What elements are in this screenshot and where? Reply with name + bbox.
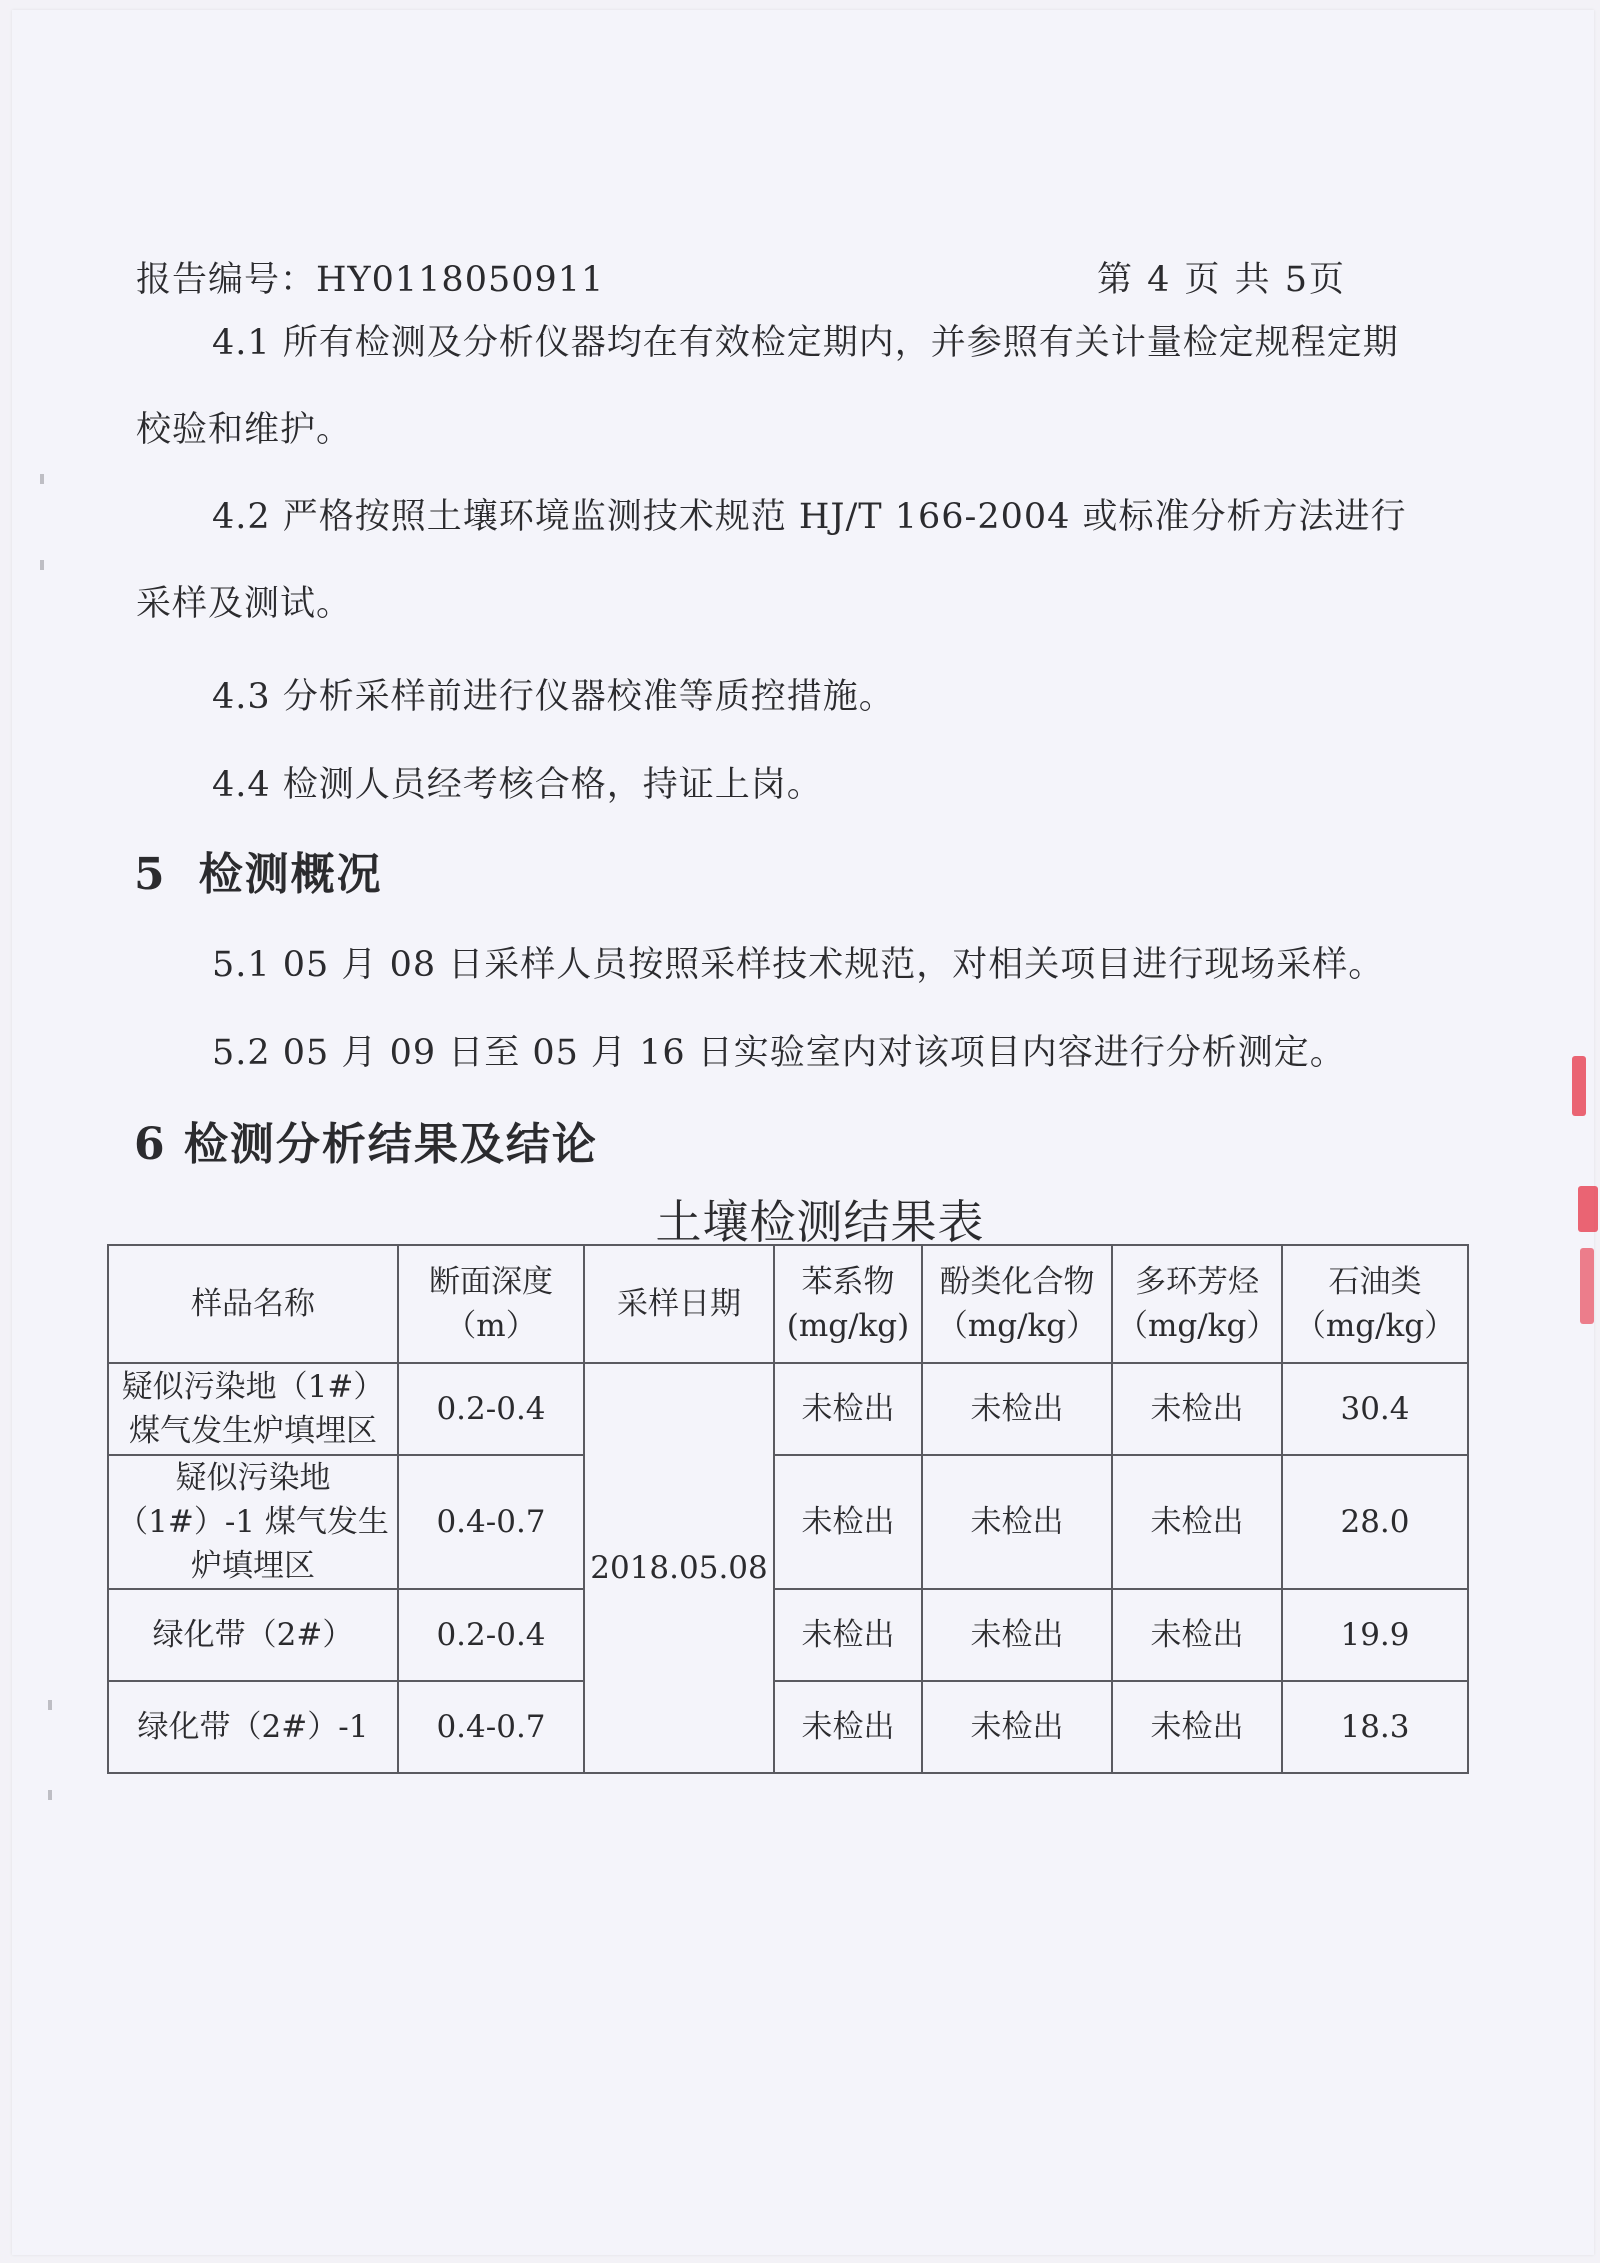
table-row — [108, 1455, 1468, 1589]
header-depth-label: 断面深度 — [429, 1264, 553, 1300]
cell-pah: 未检出 — [1112, 1455, 1282, 1589]
paragraph-4-2-line-1: 4.2 严格按照土壤环境监测技术规范 HJ/T 166-2004 或标准分析方法进行 — [212, 497, 1407, 537]
table-row — [108, 1589, 1468, 1681]
table-header-row — [108, 1245, 1468, 1363]
header-benzene-unit: (mg/kg) — [786, 1308, 910, 1344]
header-depth — [398, 1245, 584, 1363]
cell-oil: 28.0 — [1282, 1455, 1468, 1589]
header-pah — [1112, 1245, 1282, 1363]
paragraph-5-1 — [136, 922, 1446, 1009]
header-oil-label: 石油类 — [1328, 1264, 1422, 1300]
cell-phenol: 未检出 — [922, 1589, 1112, 1681]
page-indicator: 第 4 页 共 5页 — [1096, 260, 1346, 300]
cell-benzene: 未检出 — [774, 1363, 922, 1455]
cell-phenol: 未检出 — [922, 1455, 1112, 1589]
stamp-fragment — [1578, 1186, 1598, 1232]
soil-result-table — [107, 1244, 1469, 1774]
cell-depth: 0.4-0.7 — [398, 1455, 584, 1589]
cell-depth: 0.4-0.7 — [398, 1681, 584, 1773]
table-title: 土壤检测结果表 — [655, 1195, 985, 1249]
paragraph-4-1-line-1: 4.1 所有检测及分析仪器均在有效检定期内，并参照有关计量检定规程定期 — [212, 323, 1399, 363]
table-row — [108, 1681, 1468, 1773]
header-pah-label: 多环芳烃 — [1135, 1264, 1259, 1300]
paragraph-5-2-text: 5.2 05 月 09 日至 05 月 16 日实验室内对该项目内容进行分析测定。 — [212, 1033, 1346, 1073]
cell-phenol: 未检出 — [922, 1681, 1112, 1773]
cell-oil: 18.3 — [1282, 1681, 1468, 1773]
paragraph-4-1 — [136, 300, 1446, 474]
section-5-number: 5 — [134, 849, 167, 900]
section-5-heading — [134, 838, 383, 902]
cell-sample-name: 绿化带（2#）-1 — [108, 1681, 398, 1773]
scan-speck — [48, 1790, 52, 1800]
cell-benzene: 未检出 — [774, 1589, 922, 1681]
paragraph-4-4-text: 4.4 检测人员经考核合格，持证上岗。 — [212, 765, 823, 805]
cell-sample-name: 疑似污染地（1#）煤气发生炉填埋区 — [108, 1363, 398, 1455]
scan-speck — [40, 474, 44, 484]
cell-pah: 未检出 — [1112, 1589, 1282, 1681]
header-benzene — [774, 1245, 922, 1363]
cell-oil: 19.9 — [1282, 1589, 1468, 1681]
header-date: 采样日期 — [584, 1245, 774, 1363]
scan-speck — [48, 1700, 52, 1710]
paragraph-4-4 — [136, 742, 1446, 829]
paragraph-4-2-line-2: 采样及测试。 — [136, 584, 353, 624]
cell-pah: 未检出 — [1112, 1363, 1282, 1455]
scan-speck — [40, 560, 44, 570]
paragraph-5-2 — [136, 1010, 1446, 1097]
stamp-fragment — [1572, 1056, 1586, 1116]
report-number: 报告编号：HY0118050911 — [136, 260, 605, 300]
cell-pah: 未检出 — [1112, 1681, 1282, 1773]
cell-sample-name: 绿化带（2#） — [108, 1589, 398, 1681]
header-depth-unit: （m） — [445, 1308, 537, 1344]
stamp-fragment — [1580, 1248, 1594, 1324]
cell-phenol: 未检出 — [922, 1363, 1112, 1455]
header-phenol-unit: （mg/kg） — [936, 1308, 1098, 1344]
header-phenol — [922, 1245, 1112, 1363]
cell-depth: 0.2-0.4 — [398, 1363, 584, 1455]
header-phenol-label: 酚类化合物 — [939, 1264, 1095, 1300]
header-oil-unit: （mg/kg） — [1294, 1308, 1456, 1344]
cell-sampling-date: 2018.05.08 — [584, 1363, 774, 1773]
section-6-heading: 6 检测分析结果及结论 — [134, 1119, 598, 1170]
cell-oil: 30.4 — [1282, 1363, 1468, 1455]
cell-benzene: 未检出 — [774, 1681, 922, 1773]
header-sample-name: 样品名称 — [108, 1245, 398, 1363]
paragraph-4-3 — [136, 654, 1446, 741]
header-benzene-label: 苯系物 — [801, 1264, 895, 1300]
section-5-title: 检测概况 — [198, 849, 383, 900]
header-pah-unit: （mg/kg） — [1117, 1308, 1278, 1344]
header-oil — [1282, 1245, 1468, 1363]
paragraph-4-2 — [136, 474, 1446, 648]
cell-benzene: 未检出 — [774, 1455, 922, 1589]
paragraph-5-1-text: 5.1 05 月 08 日采样人员按照采样技术规范，对相关项目进行现场采样。 — [212, 945, 1385, 985]
cell-depth: 0.2-0.4 — [398, 1589, 584, 1681]
paragraph-4-3-text: 4.3 分析采样前进行仪器校准等质控措施。 — [212, 677, 895, 717]
page-header — [136, 250, 1346, 304]
cell-sample-name: 疑似污染地（1#）-1 煤气发生炉填埋区 — [108, 1455, 398, 1589]
paragraph-4-1-line-2: 校验和维护。 — [136, 410, 353, 450]
table-row — [108, 1363, 1468, 1455]
